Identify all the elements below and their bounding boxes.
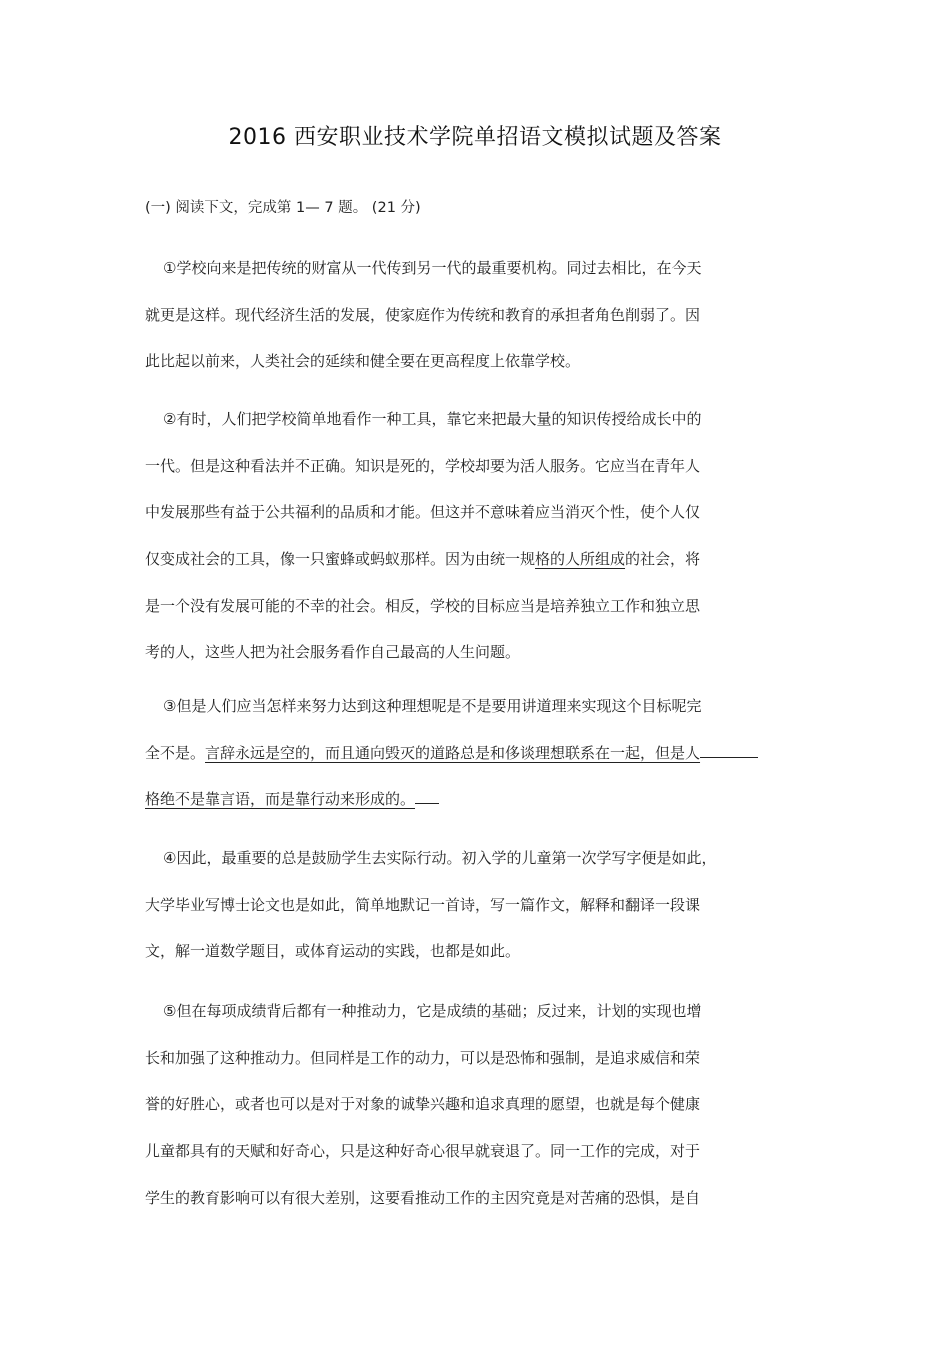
paragraph-1: [145, 258, 795, 398]
line-text: 全不是。: [145, 743, 206, 762]
paragraph-3: [145, 696, 795, 836]
underlined-sentence: 言辞永远是空的，而且通向毁灭的道路总是和侈谈理想联系在一起，但是人: [205, 743, 701, 762]
paragraph-line: 文，解一道数学题目，或体育运动的实践，也都是如此。: [145, 942, 521, 961]
paragraph-line: 誉的好胜心，或者也可以是对于对象的诚挚兴趣和追求真理的愿望，也就是每个健康: [145, 1095, 701, 1114]
paragraph-line: 儿童都具有的天赋和好奇心，只是这种好奇心很早就衰退了。同一工作的完成，对于: [145, 1142, 701, 1161]
paragraph-line: 中发展那些有益于公共福利的品质和才能。但这并不意味着应当消灭个性，使个人仅: [145, 503, 701, 522]
underline-extension: [700, 743, 758, 758]
paragraph-line: ②有时，人们把学校简单地看作一种工具，靠它来把最大量的知识传授给成长中的: [163, 410, 702, 428]
paragraph-line: ⑤但在每项成绩背后都有一种推动力，它是成绩的基础；反过来，计划的实现也增: [163, 1002, 702, 1020]
line-text: 的社会，将: [625, 550, 701, 569]
page-title: 2016 西安职业技术学院单招语文模拟试题及答案: [228, 125, 722, 150]
paragraph-line: [145, 743, 795, 790]
paragraph-line: 长和加强了这种推动力。但同样是工作的动力，可以是恐怖和强制，是追求威信和荣: [145, 1048, 701, 1067]
paragraph-line: 就更是这样。现代经济生活的发展，使家庭作为传统和教育的承担者角色削弱了。因: [145, 305, 701, 324]
paragraph-line: ③但是人们应当怎样来努力达到这种理想呢是不是要用讲道理来实现这个目标呢完: [163, 697, 702, 715]
paragraph-2: [145, 409, 795, 689]
paragraph-4: [145, 848, 795, 988]
paragraph-5: [145, 1001, 795, 1234]
paragraph-line: [145, 549, 795, 596]
paragraph-line: 考的人，这些人把为社会服务看作自己最高的人生问题。: [145, 643, 521, 662]
underline-extension: [415, 789, 439, 804]
underlined-sentence: 格绝不是靠言语，而是靠行动来形成的。: [145, 790, 416, 809]
paragraph-line: [145, 789, 795, 836]
line-text: 仅变成社会的工具，像一只蜜蜂或蚂蚁那样。因为由统一规: [145, 550, 536, 569]
paragraph-line: 是一个没有发展可能的不幸的社会。相反，学校的目标应当是培养独立工作和独立思: [145, 596, 701, 615]
paragraph-line: ④因此，最重要的总是鼓励学生去实际行动。初入学的儿童第一次学写字便是如此，: [163, 849, 717, 867]
reading-instruction: (一) 阅读下文，完成第 1— 7 题。 (21 分): [145, 200, 421, 216]
paragraph-line: ①学校向来是把传统的财富从一代传到另一代的最重要机构。同过去相比，在今天: [163, 259, 702, 277]
underlined-phrase: 格的人所组成: [535, 550, 626, 569]
paragraph-line: 大学毕业写博士论文也是如此，简单地默记一首诗，写一篇作文，解释和翻译一段课: [145, 895, 701, 914]
paragraph-line: 一代。但是这种看法并不正确。知识是死的，学校却要为活人服务。它应当在青年人: [145, 456, 701, 475]
paragraph-line: 学生的教育影响可以有很大差别，这要看推动工作的主因究竟是对苦痛的恐惧，是自: [145, 1188, 701, 1207]
paragraph-line: 此比起以前来，人类社会的延续和健全要在更高程度上依靠学校。: [145, 352, 581, 371]
